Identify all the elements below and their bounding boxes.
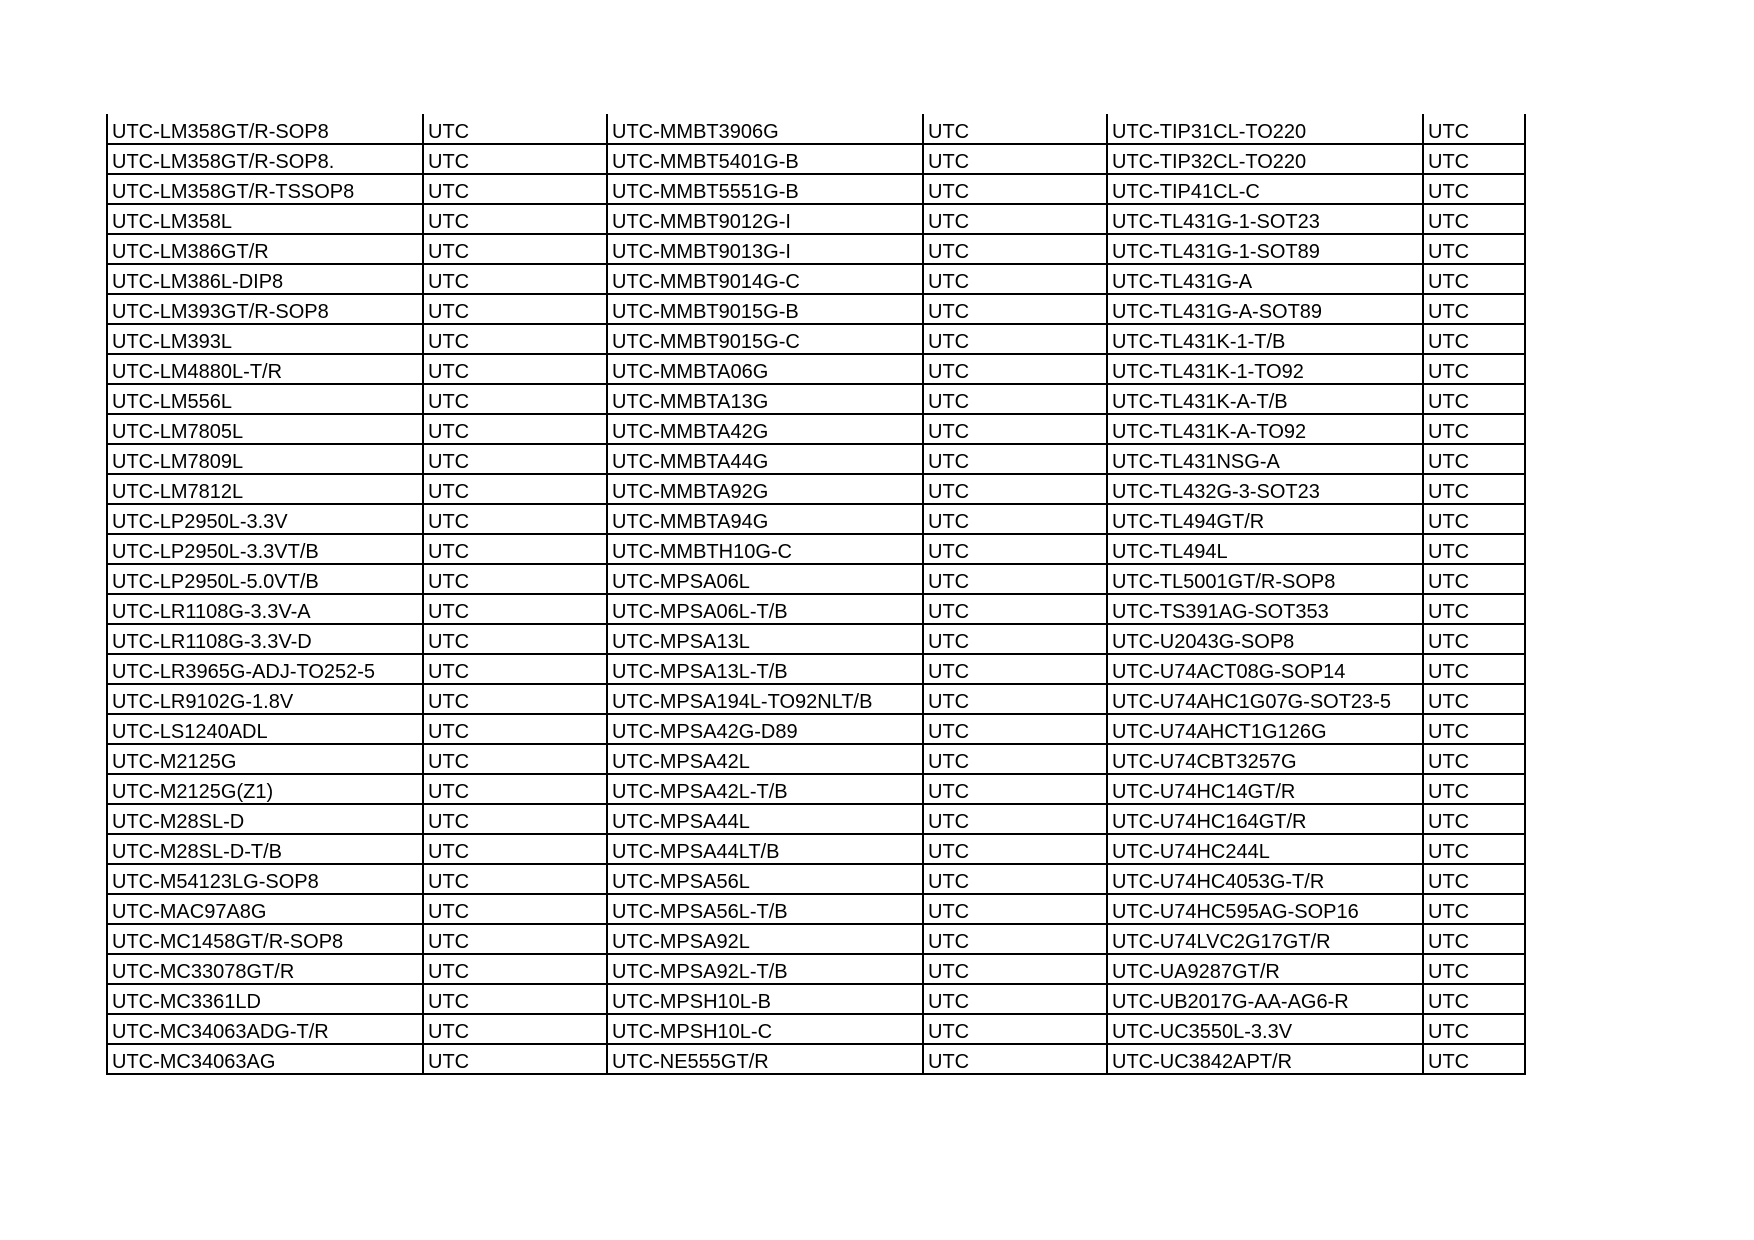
part-number-cell: UTC-MMBT5401G-B — [607, 144, 923, 174]
manufacturer-cell: UTC — [923, 414, 1107, 444]
manufacturer-cell: UTC — [1423, 234, 1525, 264]
manufacturer-cell: UTC — [423, 414, 607, 444]
manufacturer-cell: UTC — [423, 474, 607, 504]
part-number-cell: UTC-MPSA13L-T/B — [607, 654, 923, 684]
part-number-cell: UTC-U74HC595AG-SOP16 — [1107, 894, 1423, 924]
manufacturer-cell: UTC — [1423, 204, 1525, 234]
part-number-cell: UTC-U2043G-SOP8 — [1107, 624, 1423, 654]
part-number-cell: UTC-MMBT5551G-B — [607, 174, 923, 204]
table-row — [107, 354, 1525, 384]
part-number-cell: UTC-TL431K-A-TO92 — [1107, 414, 1423, 444]
part-number-cell: UTC-NE555GT/R — [607, 1044, 923, 1074]
manufacturer-cell: UTC — [423, 684, 607, 714]
part-number-cell: UTC-LM358GT/R-TSSOP8 — [107, 174, 423, 204]
part-number-cell: UTC-LP2950L-3.3V — [107, 504, 423, 534]
part-number-cell: UTC-MMBTA06G — [607, 354, 923, 384]
manufacturer-cell: UTC — [923, 684, 1107, 714]
table-row — [107, 204, 1525, 234]
table-row — [107, 954, 1525, 984]
part-number-cell: UTC-M2125G(Z1) — [107, 774, 423, 804]
table-row — [107, 1014, 1525, 1044]
manufacturer-cell: UTC — [923, 264, 1107, 294]
manufacturer-cell: UTC — [1423, 774, 1525, 804]
table-row — [107, 564, 1525, 594]
table-row — [107, 984, 1525, 1014]
manufacturer-cell: UTC — [923, 774, 1107, 804]
manufacturer-cell: UTC — [423, 624, 607, 654]
manufacturer-cell: UTC — [1423, 954, 1525, 984]
part-number-cell: UTC-TL431G-A — [1107, 264, 1423, 294]
table-row — [107, 534, 1525, 564]
part-number-cell: UTC-MPSA92L-T/B — [607, 954, 923, 984]
part-number-cell: UTC-LM556L — [107, 384, 423, 414]
manufacturer-cell: UTC — [423, 504, 607, 534]
manufacturer-cell: UTC — [923, 444, 1107, 474]
part-number-cell: UTC-LM7805L — [107, 414, 423, 444]
table-row — [107, 324, 1525, 354]
manufacturer-cell: UTC — [423, 234, 607, 264]
table-row — [107, 1044, 1525, 1074]
part-number-cell: UTC-TL431G-1-SOT23 — [1107, 204, 1423, 234]
part-number-cell: UTC-MMBTA94G — [607, 504, 923, 534]
part-number-cell: UTC-TL431K-1-TO92 — [1107, 354, 1423, 384]
manufacturer-cell: UTC — [423, 894, 607, 924]
part-number-cell: UTC-TIP41CL-C — [1107, 174, 1423, 204]
part-number-cell: UTC-U74HC4053G-T/R — [1107, 864, 1423, 894]
part-number-cell: UTC-LR1108G-3.3V-A — [107, 594, 423, 624]
part-number-cell: UTC-LM7809L — [107, 444, 423, 474]
table-row — [107, 834, 1525, 864]
manufacturer-cell: UTC — [923, 984, 1107, 1014]
table-row — [107, 804, 1525, 834]
manufacturer-cell: UTC — [1423, 744, 1525, 774]
manufacturer-cell: UTC — [923, 1014, 1107, 1044]
part-number-cell: UTC-UC3842APT/R — [1107, 1044, 1423, 1074]
part-number-cell: UTC-LR9102G-1.8V — [107, 684, 423, 714]
part-number-cell: UTC-UB2017G-AA-AG6-R — [1107, 984, 1423, 1014]
table-row — [107, 624, 1525, 654]
manufacturer-cell: UTC — [423, 264, 607, 294]
manufacturer-cell: UTC — [423, 294, 607, 324]
manufacturer-cell: UTC — [1423, 444, 1525, 474]
manufacturer-cell: UTC — [1423, 474, 1525, 504]
part-number-cell: UTC-TL431G-A-SOT89 — [1107, 294, 1423, 324]
manufacturer-cell: UTC — [1423, 384, 1525, 414]
part-number-cell: UTC-U74AHC1G07G-SOT23-5 — [1107, 684, 1423, 714]
part-number-cell: UTC-MPSH10L-C — [607, 1014, 923, 1044]
manufacturer-cell: UTC — [923, 834, 1107, 864]
table-row — [107, 444, 1525, 474]
manufacturer-cell: UTC — [423, 954, 607, 984]
manufacturer-cell: UTC — [1423, 684, 1525, 714]
manufacturer-cell: UTC — [423, 444, 607, 474]
part-number-cell: UTC-TIP32CL-TO220 — [1107, 144, 1423, 174]
manufacturer-cell: UTC — [923, 924, 1107, 954]
manufacturer-cell: UTC — [1423, 804, 1525, 834]
part-number-cell: UTC-M28SL-D — [107, 804, 423, 834]
part-number-cell: UTC-UA9287GT/R — [1107, 954, 1423, 984]
manufacturer-cell: UTC — [1423, 504, 1525, 534]
table-row — [107, 234, 1525, 264]
manufacturer-cell: UTC — [923, 624, 1107, 654]
part-number-cell: UTC-MPSA42G-D89 — [607, 714, 923, 744]
manufacturer-cell: UTC — [1423, 924, 1525, 954]
part-number-cell: UTC-MPSA42L — [607, 744, 923, 774]
manufacturer-cell: UTC — [1423, 534, 1525, 564]
manufacturer-cell: UTC — [923, 384, 1107, 414]
part-number-cell: UTC-U74HC244L — [1107, 834, 1423, 864]
manufacturer-cell: UTC — [1423, 984, 1525, 1014]
manufacturer-cell: UTC — [423, 654, 607, 684]
manufacturer-cell: UTC — [423, 924, 607, 954]
part-number-cell: UTC-M28SL-D-T/B — [107, 834, 423, 864]
manufacturer-cell: UTC — [923, 744, 1107, 774]
manufacturer-cell: UTC — [1423, 564, 1525, 594]
manufacturer-cell: UTC — [1423, 624, 1525, 654]
manufacturer-cell: UTC — [1423, 894, 1525, 924]
part-number-cell: UTC-TIP31CL-TO220 — [1107, 114, 1423, 144]
manufacturer-cell: UTC — [1423, 294, 1525, 324]
part-number-cell: UTC-TL494L — [1107, 534, 1423, 564]
manufacturer-cell: UTC — [923, 354, 1107, 384]
part-number-cell: UTC-MAC97A8G — [107, 894, 423, 924]
part-number-cell: UTC-MPSH10L-B — [607, 984, 923, 1014]
parts-table-body — [107, 114, 1525, 1074]
manufacturer-cell: UTC — [923, 714, 1107, 744]
table-row — [107, 174, 1525, 204]
manufacturer-cell: UTC — [423, 594, 607, 624]
part-number-cell: UTC-MPSA56L — [607, 864, 923, 894]
manufacturer-cell: UTC — [923, 114, 1107, 144]
part-number-cell: UTC-MC3361LD — [107, 984, 423, 1014]
manufacturer-cell: UTC — [923, 504, 1107, 534]
part-number-cell: UTC-M54123LG-SOP8 — [107, 864, 423, 894]
part-number-cell: UTC-MMBT9015G-B — [607, 294, 923, 324]
part-number-cell: UTC-LM4880L-T/R — [107, 354, 423, 384]
part-number-cell: UTC-LM393L — [107, 324, 423, 354]
manufacturer-cell: UTC — [923, 564, 1107, 594]
manufacturer-cell: UTC — [923, 954, 1107, 984]
part-number-cell: UTC-LM358GT/R-SOP8. — [107, 144, 423, 174]
manufacturer-cell: UTC — [923, 864, 1107, 894]
part-number-cell: UTC-MPSA13L — [607, 624, 923, 654]
manufacturer-cell: UTC — [1423, 174, 1525, 204]
part-number-cell: UTC-TL431NSG-A — [1107, 444, 1423, 474]
manufacturer-cell: UTC — [1423, 864, 1525, 894]
manufacturer-cell: UTC — [923, 804, 1107, 834]
part-number-cell: UTC-U74CBT3257G — [1107, 744, 1423, 774]
table-row — [107, 894, 1525, 924]
part-number-cell: UTC-LM393GT/R-SOP8 — [107, 294, 423, 324]
part-number-cell: UTC-M2125G — [107, 744, 423, 774]
manufacturer-cell: UTC — [423, 1014, 607, 1044]
table-row — [107, 474, 1525, 504]
part-number-cell: UTC-MMBT9013G-I — [607, 234, 923, 264]
manufacturer-cell: UTC — [423, 324, 607, 354]
manufacturer-cell: UTC — [423, 1044, 607, 1074]
manufacturer-cell: UTC — [1423, 324, 1525, 354]
manufacturer-cell: UTC — [923, 204, 1107, 234]
part-number-cell: UTC-UC3550L-3.3V — [1107, 1014, 1423, 1044]
manufacturer-cell: UTC — [1423, 654, 1525, 684]
table-row — [107, 294, 1525, 324]
part-number-cell: UTC-MMBT9012G-I — [607, 204, 923, 234]
manufacturer-cell: UTC — [923, 1044, 1107, 1074]
part-number-cell: UTC-MC33078GT/R — [107, 954, 423, 984]
parts-table — [106, 114, 1526, 1075]
part-number-cell: UTC-LM386GT/R — [107, 234, 423, 264]
manufacturer-cell: UTC — [423, 984, 607, 1014]
manufacturer-cell: UTC — [923, 894, 1107, 924]
manufacturer-cell: UTC — [1423, 264, 1525, 294]
manufacturer-cell: UTC — [423, 534, 607, 564]
part-number-cell: UTC-TL432G-3-SOT23 — [1107, 474, 1423, 504]
part-number-cell: UTC-LM386L-DIP8 — [107, 264, 423, 294]
manufacturer-cell: UTC — [1423, 594, 1525, 624]
part-number-cell: UTC-MC34063ADG-T/R — [107, 1014, 423, 1044]
manufacturer-cell: UTC — [1423, 114, 1525, 144]
part-number-cell: UTC-TL431G-1-SOT89 — [1107, 234, 1423, 264]
part-number-cell: UTC-U74ACT08G-SOP14 — [1107, 654, 1423, 684]
manufacturer-cell: UTC — [1423, 1044, 1525, 1074]
table-row — [107, 774, 1525, 804]
part-number-cell: UTC-U74HC164GT/R — [1107, 804, 1423, 834]
manufacturer-cell: UTC — [1423, 714, 1525, 744]
manufacturer-cell: UTC — [1423, 354, 1525, 384]
manufacturer-cell: UTC — [423, 144, 607, 174]
table-row — [107, 504, 1525, 534]
table-row — [107, 744, 1525, 774]
manufacturer-cell: UTC — [1423, 144, 1525, 174]
part-number-cell: UTC-MPSA06L — [607, 564, 923, 594]
part-number-cell: UTC-TL5001GT/R-SOP8 — [1107, 564, 1423, 594]
manufacturer-cell: UTC — [423, 774, 607, 804]
manufacturer-cell: UTC — [423, 804, 607, 834]
manufacturer-cell: UTC — [1423, 414, 1525, 444]
part-number-cell: UTC-MPSA56L-T/B — [607, 894, 923, 924]
table-row — [107, 594, 1525, 624]
part-number-cell: UTC-MMBTA92G — [607, 474, 923, 504]
manufacturer-cell: UTC — [423, 744, 607, 774]
manufacturer-cell: UTC — [923, 174, 1107, 204]
manufacturer-cell: UTC — [423, 204, 607, 234]
part-number-cell: UTC-MPSA06L-T/B — [607, 594, 923, 624]
manufacturer-cell: UTC — [923, 654, 1107, 684]
part-number-cell: UTC-U74LVC2G17GT/R — [1107, 924, 1423, 954]
manufacturer-cell: UTC — [423, 864, 607, 894]
table-row — [107, 924, 1525, 954]
manufacturer-cell: UTC — [923, 294, 1107, 324]
table-row — [107, 654, 1525, 684]
part-number-cell: UTC-LS1240ADL — [107, 714, 423, 744]
part-number-cell: UTC-LP2950L-3.3VT/B — [107, 534, 423, 564]
part-number-cell: UTC-LM358L — [107, 204, 423, 234]
manufacturer-cell: UTC — [423, 834, 607, 864]
part-number-cell: UTC-LM358GT/R-SOP8 — [107, 114, 423, 144]
manufacturer-cell: UTC — [923, 534, 1107, 564]
table-row — [107, 264, 1525, 294]
table-row — [107, 384, 1525, 414]
manufacturer-cell: UTC — [923, 144, 1107, 174]
manufacturer-cell: UTC — [423, 114, 607, 144]
part-number-cell: UTC-MMBT3906G — [607, 114, 923, 144]
manufacturer-cell: UTC — [1423, 1014, 1525, 1044]
part-number-cell: UTC-MPSA194L-TO92NLT/B — [607, 684, 923, 714]
part-number-cell: UTC-LM7812L — [107, 474, 423, 504]
part-number-cell: UTC-TL431K-1-T/B — [1107, 324, 1423, 354]
part-number-cell: UTC-MPSA92L — [607, 924, 923, 954]
part-number-cell: UTC-U74AHCT1G126G — [1107, 714, 1423, 744]
part-number-cell: UTC-MPSA42L-T/B — [607, 774, 923, 804]
table-row — [107, 864, 1525, 894]
part-number-cell: UTC-LR1108G-3.3V-D — [107, 624, 423, 654]
table-row — [107, 144, 1525, 174]
manufacturer-cell: UTC — [1423, 834, 1525, 864]
table-row — [107, 714, 1525, 744]
part-number-cell: UTC-LR3965G-ADJ-TO252-5 — [107, 654, 423, 684]
part-number-cell: UTC-TL431K-A-T/B — [1107, 384, 1423, 414]
manufacturer-cell: UTC — [423, 714, 607, 744]
part-number-cell: UTC-MC34063AG — [107, 1044, 423, 1074]
manufacturer-cell: UTC — [423, 564, 607, 594]
table-row — [107, 114, 1525, 144]
part-number-cell: UTC-TS391AG-SOT353 — [1107, 594, 1423, 624]
part-number-cell: UTC-MC1458GT/R-SOP8 — [107, 924, 423, 954]
part-number-cell: UTC-LP2950L-5.0VT/B — [107, 564, 423, 594]
part-number-cell: UTC-MMBTH10G-C — [607, 534, 923, 564]
manufacturer-cell: UTC — [423, 174, 607, 204]
part-number-cell: UTC-MMBTA13G — [607, 384, 923, 414]
manufacturer-cell: UTC — [423, 354, 607, 384]
table-row — [107, 684, 1525, 714]
part-number-cell: UTC-MPSA44LT/B — [607, 834, 923, 864]
part-number-cell: UTC-MMBT9015G-C — [607, 324, 923, 354]
manufacturer-cell: UTC — [423, 384, 607, 414]
manufacturer-cell: UTC — [923, 474, 1107, 504]
part-number-cell: UTC-MPSA44L — [607, 804, 923, 834]
manufacturer-cell: UTC — [923, 234, 1107, 264]
part-number-cell: UTC-TL494GT/R — [1107, 504, 1423, 534]
part-number-cell: UTC-MMBTA42G — [607, 414, 923, 444]
part-number-cell: UTC-MMBTA44G — [607, 444, 923, 474]
table-row — [107, 414, 1525, 444]
manufacturer-cell: UTC — [923, 324, 1107, 354]
manufacturer-cell: UTC — [923, 594, 1107, 624]
part-number-cell: UTC-U74HC14GT/R — [1107, 774, 1423, 804]
part-number-cell: UTC-MMBT9014G-C — [607, 264, 923, 294]
